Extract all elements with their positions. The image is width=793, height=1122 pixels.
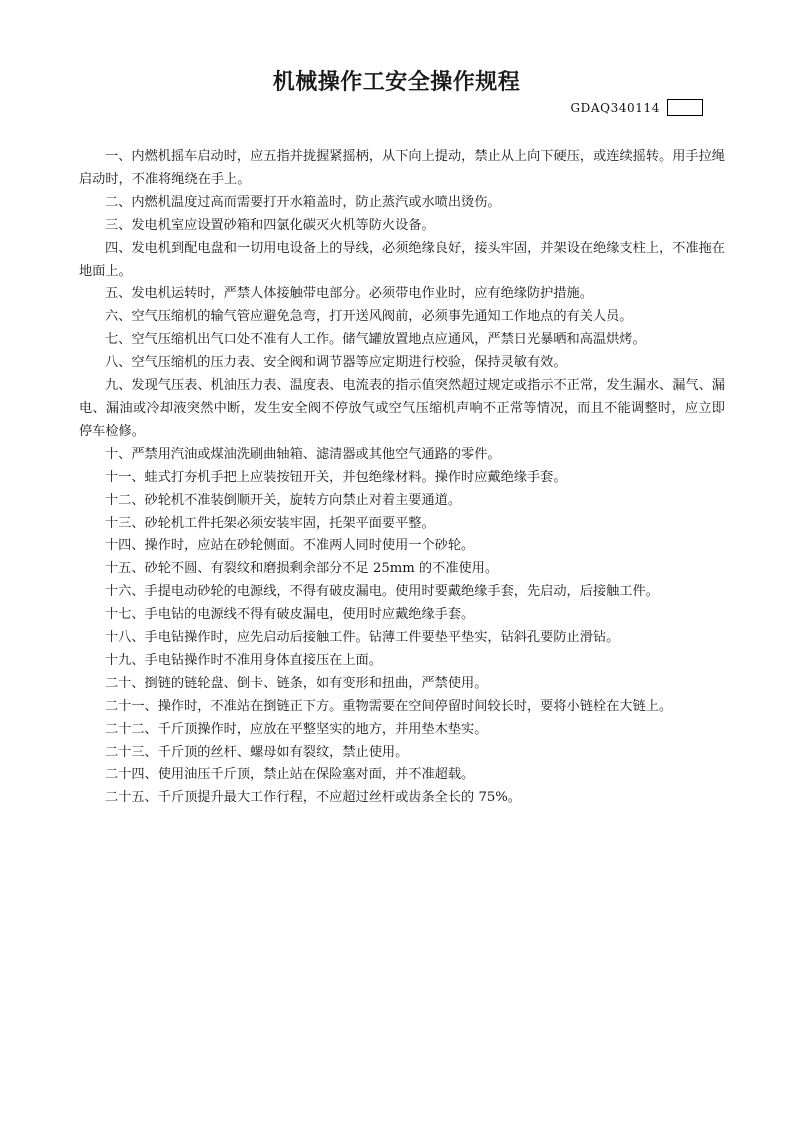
clause-item: 二十四、使用油压千斤顶，禁止站在保险塞对面，并不准超载。 xyxy=(105,767,475,783)
clause-item: 四、发电机到配电盘和一切用电设备上的导线，必须绝缘良好，接头牢固，并架设在绝缘支柱上，不准拖在地面上。 xyxy=(79,240,725,279)
clause-item: 二十二、千斤顶操作时，应放在平整坚实的地方，并用垫木垫实。 xyxy=(105,721,488,737)
clause-item: 七、空气压缩机出气口处不准有人工作。储气罐放置地点应通风，严禁日光暴晒和高温烘烤。 xyxy=(105,332,646,348)
page-title: 机械操作工安全操作规程 xyxy=(272,70,521,95)
clause-item: 十、严禁用汽油或煤油洗刷曲轴箱、滤清器或其他空气通路的零件。 xyxy=(105,446,501,462)
clause-item: 二十一、操作时，不准站在捯链正下方。重物需要在空间停留时间较长时，要将小链栓在大链上。 xyxy=(105,698,673,714)
clause-item: 二十五、千斤顶提升最大工作行程，不应超过丝杆或齿条全长的 75%。 xyxy=(105,790,521,806)
clause-item: 一、内燃机摇车启动时，应五指并拢握紧摇柄，从下向上提动，禁止从上向下硬压，或连续摇转。用手拉绳启动时，不准将绳绕在手上。 xyxy=(79,149,725,187)
clause-item: 五、发电机运转时，严禁人体接触带电部分。必须带电作业时，应有绝缘防护措施。 xyxy=(105,286,593,302)
document-code-input-box[interactable] xyxy=(667,99,703,116)
clause-item: 十五、砂轮不圆、有裂纹和磨损剩余部分不足 25mm 的不准使用。 xyxy=(105,561,499,577)
clause-item: 二十、捯链的链轮盘、倒卡、链条，如有变形和扭曲，严禁使用。 xyxy=(105,675,488,691)
clause-item: 八、空气压缩机的压力表、安全阀和调节器等应定期进行校验，保持灵敏有效。 xyxy=(105,355,567,371)
clause-item: 十七、手电钻的电源线不得有破皮漏电，使用时应戴绝缘手套。 xyxy=(105,607,475,623)
clause-item: 六、空气压缩机的输气管应避免急弯，打开送风阀前，必须事先通知工作地点的有关人员。 xyxy=(105,309,633,325)
clause-item: 十八、手电钻操作时，应先启动后接触工件。钻薄工件要垫平垫实，钻斜孔要防止滑钻。 xyxy=(105,630,620,646)
clause-item: 二、内燃机温度过高而需要打开水箱盖时，防止蒸汽或水喷出烫伤。 xyxy=(105,194,501,210)
clause-item: 九、发现气压表、机油压力表、温度表、电流表的指示值突然超过规定或指示不正常，发生漏水、漏气、漏电、漏油或冷却液突然中断，发生安全阀不停放气或空气压缩机声响不正常等情况，而且不能调整时，应立即停车检修。 xyxy=(79,378,725,439)
clause-item: 三、发电机室应设置砂箱和四氯化碳灭火机等防火设备。 xyxy=(105,217,435,233)
clause-item: 十六、手提电动砂轮的电源线，不得有破皮漏电。使用时要戴绝缘手套，先启动，后接触工件。 xyxy=(105,584,659,600)
clause-list xyxy=(79,146,725,810)
clause-item: 十二、砂轮机不准装倒顺开关，旋转方向禁止对着主要通道。 xyxy=(105,492,462,508)
clause-item: 十九、手电钻操作时不准用身体直接压在上面。 xyxy=(105,652,382,668)
document-code-label: GDAQ340114 xyxy=(570,100,660,115)
clause-item: 二十三、千斤顶的丝杆、螺母如有裂纹，禁止使用。 xyxy=(105,744,409,760)
document-code-row xyxy=(570,99,703,116)
clause-item: 十四、操作时，应站在砂轮侧面。不准两人同时使用一个砂轮。 xyxy=(105,538,475,554)
clause-item: 十三、砂轮机工件托架必须安装牢固，托架平面要平整。 xyxy=(105,515,435,531)
clause-item: 十一、蛙式打夯机手把上应装按钮开关，并包绝缘材料。操作时应戴绝缘手套。 xyxy=(105,469,567,485)
